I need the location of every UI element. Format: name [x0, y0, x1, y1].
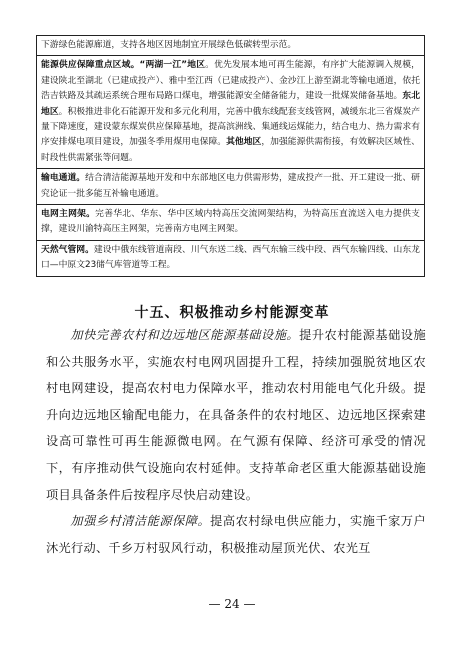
backbone-text: 完善华北、华东、华中区域内特高压交流网架结构，为特高压直流送入电力提供支撑，建设川渝特高压主网架，完善南方电网主网架。	[41, 209, 420, 235]
zone-other-text: ，加强能源供需衔接，有效解决区域性、时段性供需紧张等问题。	[41, 137, 420, 163]
zone-two-lakes-text: 。优先发展本地可再生能源，有序扩大能源调入规模，建设陕北至湖北（已建成投产）、雅中至江西（已建成投产）、金沙江上游至湖北等输电通道，依托浩吉铁路及其疏运系统合理布局路口煤电，增强能源安全储备能力，建设一批煤炭储备基地。	[41, 60, 420, 102]
paragraph-rural-clean-energy	[46, 508, 426, 561]
zone-northeast: 东北地区	[41, 91, 420, 117]
box-top-text	[37, 36, 424, 55]
paragraph-rural-infrastructure	[46, 322, 426, 508]
body-text	[46, 322, 426, 561]
policy-box	[36, 35, 425, 277]
box-energy-zones	[37, 55, 424, 168]
box-top-text-body: 下游绿色能源廊道，支持各地区因地制宜开展绿色低碳转型示范。	[41, 40, 297, 50]
paragraph-text: 提高农村绿电供应能力，实施千家万户沐光行动、千乡万村驭风行动，积极推动屋顶光伏、农光互	[46, 514, 426, 555]
section-heading: 十五、积极推动乡村能源变革	[134, 305, 330, 321]
backbone-title: 电网主网架。	[41, 209, 96, 220]
transmission-text: 结合清洁能源基地开发和中东部地区电力供需形势，建成投产一批、开工建设一批、研究论证一批多能互补输电通道。	[41, 173, 420, 199]
gas-title: 天然气管网。	[41, 244, 94, 255]
paragraph-text: 提升农村能源基础设施和公共服务水平，实施农村电网巩固提升工程，持续加强脱贫地区农村电网建设，提高农村电力保障水平，推动农村用能电气化升级。提升向边远地区输配电能力，在具备条件的农村地区、边远地区探索建设高可靠性可再生能源微电网。在气源有保障、经济可承受的情况下，有序推动供气设施向农村延伸。支持革命老区重大能源基础设施项目具备条件后按程序尽快启动建设。	[46, 328, 426, 502]
page-number: — 24 —	[208, 597, 256, 611]
transmission-title: 输电通道。	[41, 173, 86, 184]
box-backbone-grid	[37, 204, 424, 240]
gas-text: 建设中俄东线管道南段、川气东送二线、西气东输三线中段、西气东输四线、山东龙口—中原文23储气库管道等工程。	[41, 244, 420, 271]
box-transmission	[37, 168, 424, 204]
paragraph-lead: 加强乡村清洁能源保障。	[70, 514, 211, 529]
energy-zones-title: 能源供应保障重点区域。	[41, 60, 140, 71]
zone-other: 其他地区	[226, 137, 262, 148]
zone-northeast-text: 。积极推进非化石能源开发和多元化利用，完善中俄东线配套支线管网，减缓东北三省煤炭产量下降速度，建设蒙东煤炭供应保障基地，提高滨洲线、集通线运煤能力，结合电力、热力需求有序安排煤电项目建设，加强冬季用煤用电保障。	[41, 106, 420, 148]
box-gas-pipeline	[37, 240, 424, 276]
paragraph-lead: 加快完善农村和边远地区能源基础设施。	[70, 328, 300, 342]
zone-two-lakes-one-river: “两湖一江”地区	[139, 60, 206, 71]
